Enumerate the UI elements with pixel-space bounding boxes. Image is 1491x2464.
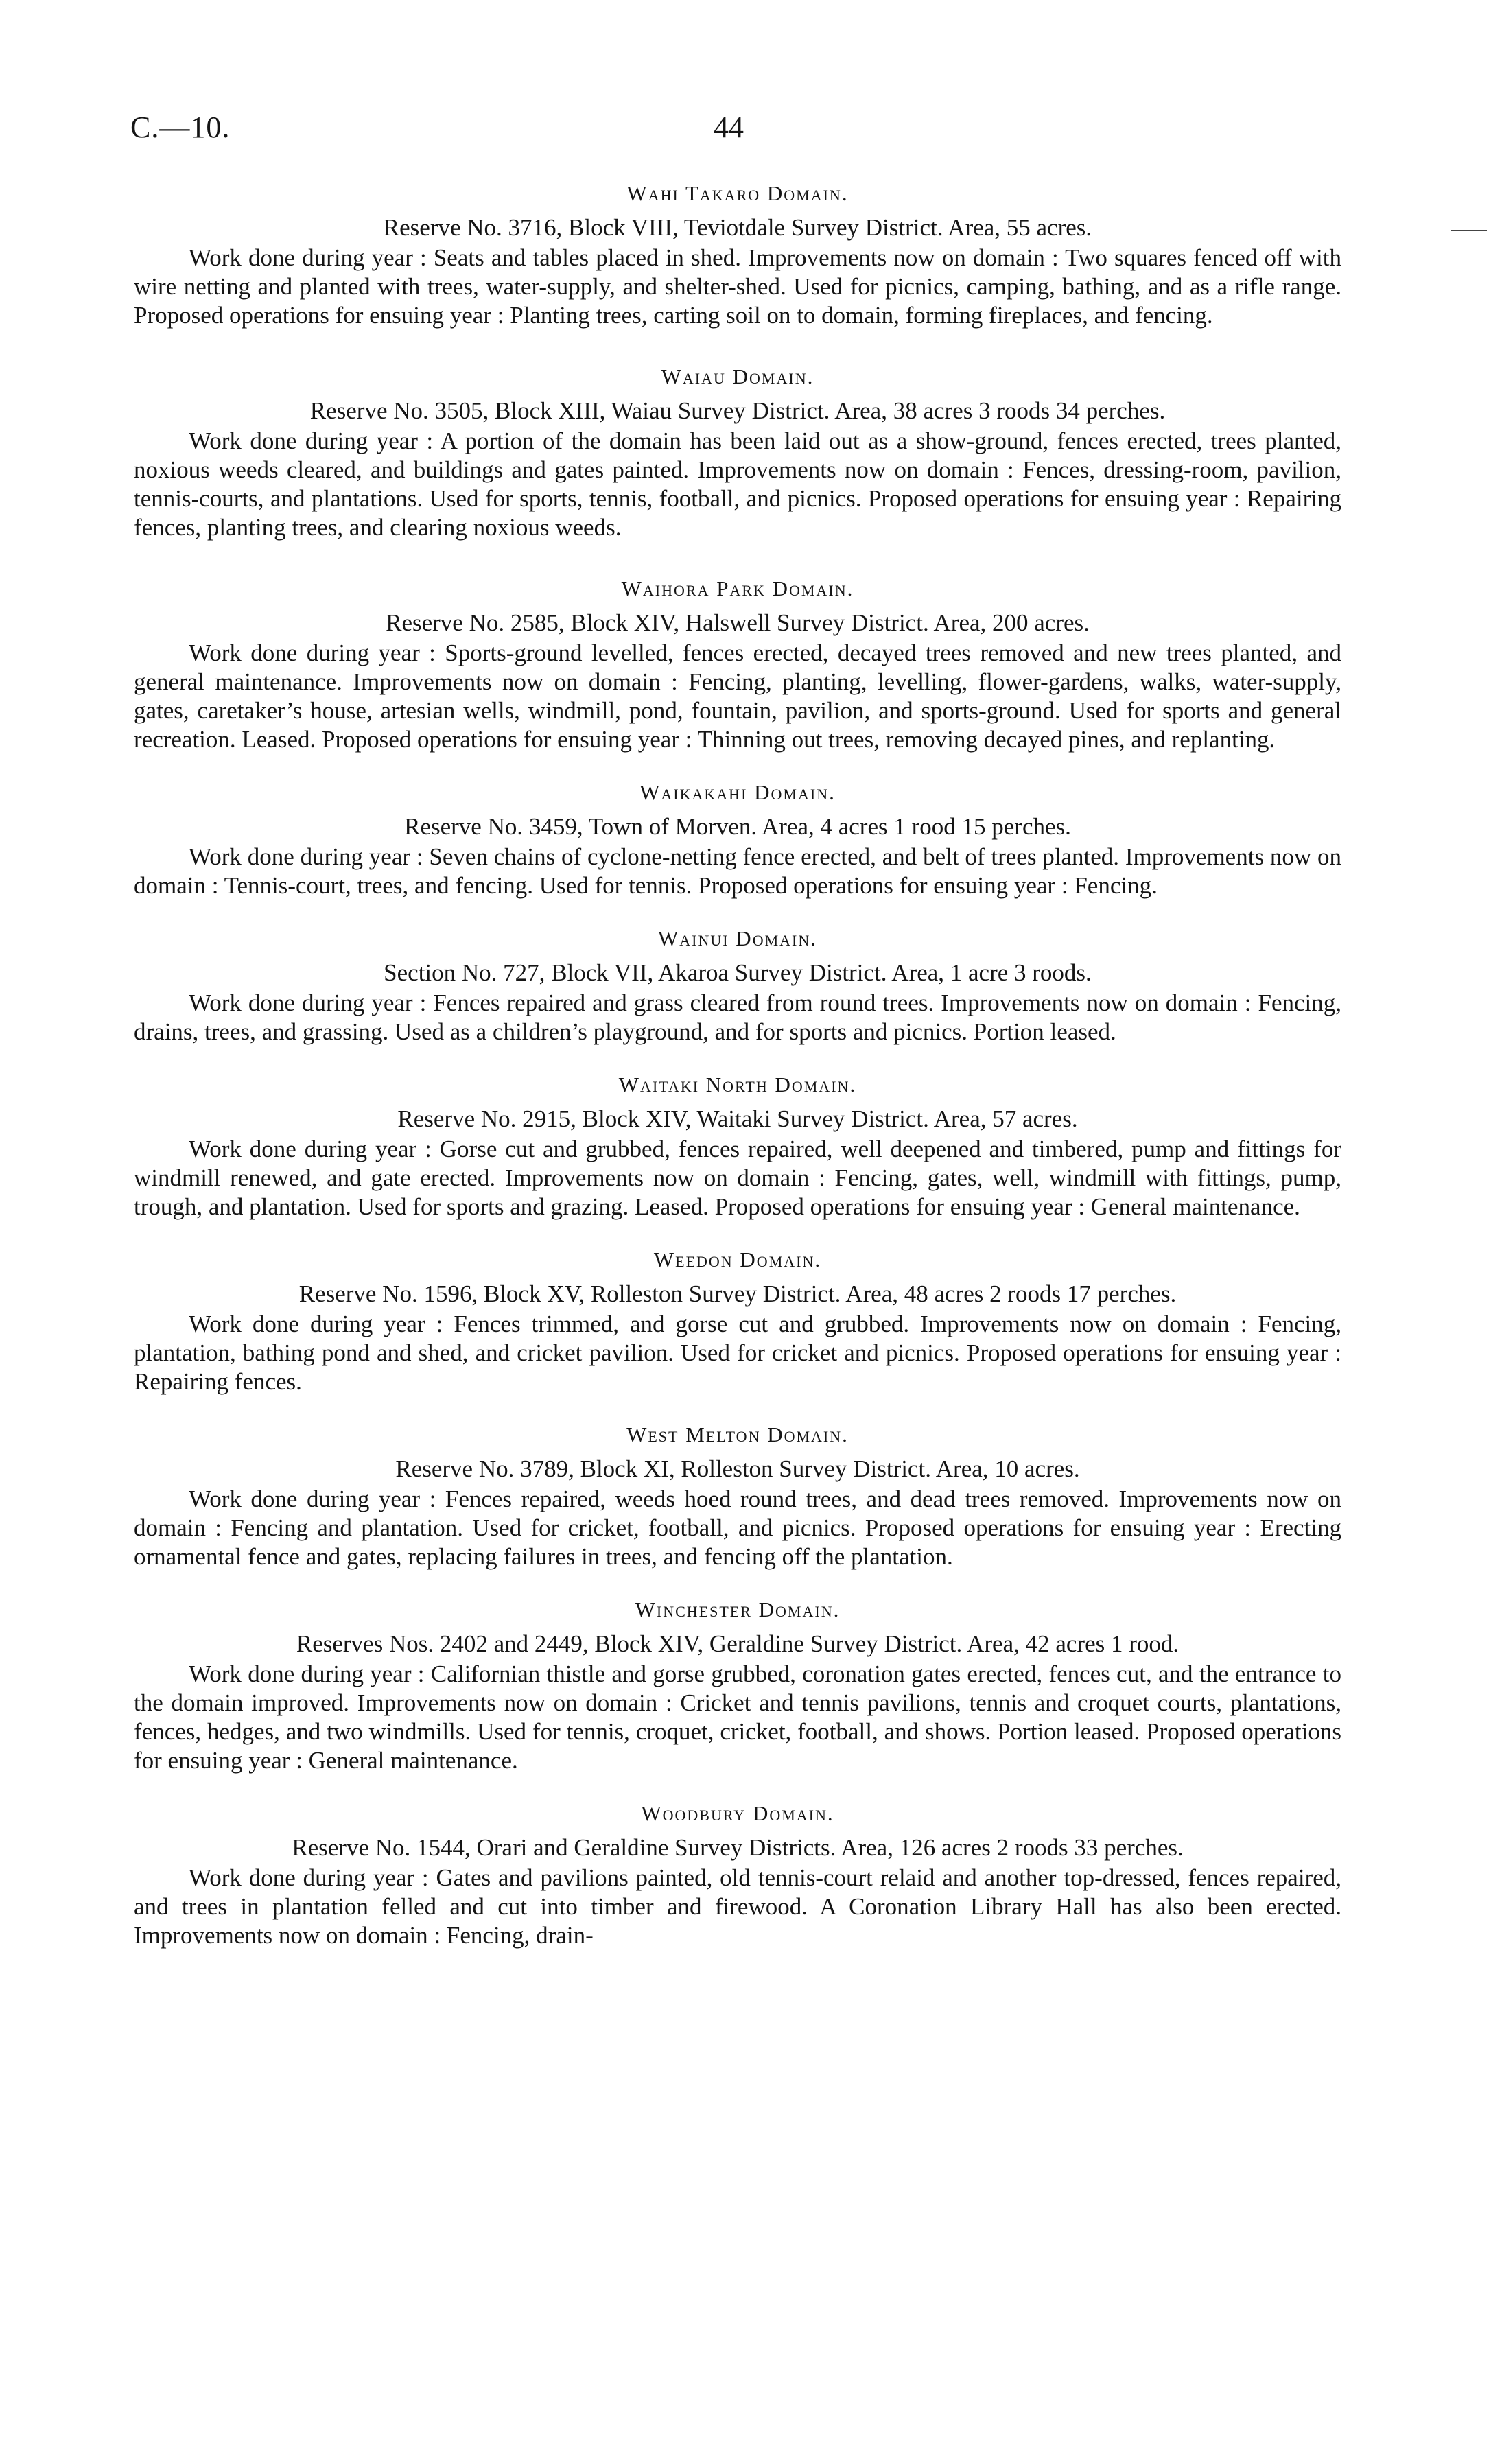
reserve-line: Reserve No. 1596, Block XV, Rolleston Survey District. Area, 48 acres 2 roods 17 perches. [298,1280,1177,1307]
section-spacer [134,1775,1341,1800]
reserve-line: Section No. 727, Block VII, Akaroa Survey District. Area, 1 acre 3 roods. [384,959,1092,986]
section-spacer [134,1396,1341,1421]
section-heading: West Melton Domain. [626,1422,849,1446]
section-body: Work done during year : Fences trimmed, and gorse cut and grubbed. Improvements now on domain : Fencing, plantation, bathing pond and shed, and cricket pavilion. Used for cricket and picnics. Proposed operations for ensuing year : Repairing fences. [134,1311,1341,1395]
domain-section-waihora-park [134,575,1341,754]
reserve-line: Reserve No. 3505, Block XIII, Waiau Survey District. Area, 38 acres 3 roods 34 perches. [309,397,1166,424]
reserve-line: Reserves Nos. 2402 and 2449, Block XIV, Geraldine Survey District. Area, 42 acres 1 rood. [296,1630,1179,1657]
section-heading: Waiau Domain. [661,364,814,388]
domain-section-wahi-takaro [134,180,1341,330]
page-number: 44 [714,110,744,144]
section-spacer [134,1046,1341,1071]
section-body: Work done during year : Gates and pavilions painted, old tennis-court relaid and another top-dressed, fences repaired, and trees in plantation felled and cut into timber and firewood. A Coronation Library Hall has also been erected. Improvements now on domain : Fencing, drain- [134,1864,1341,1949]
reserve-line: Reserve No. 2585, Block XIV, Halswell Survey District. Area, 200 acres. [386,609,1090,636]
reserve-line: Reserve No. 1544, Orari and Geraldine Survey Districts. Area, 126 acres 2 roods 33 perches. [292,1834,1184,1861]
domain-section-waikakahi [134,779,1341,900]
section-body: Work done during year : Gorse cut and grubbed, fences repaired, well deepened and timbered, pump and fittings for windmill renewed, and gate erected. Improvements now on domain : Fencing, gates, well, windmill with fittings, pump, trough, and plantation. Used for sports and grazing. Leased. Proposed operations for ensuing year : General maintenance. [134,1136,1341,1220]
margin-mark [1451,230,1487,231]
domain-section-waiau [134,363,1341,542]
domain-section-wainui [134,925,1341,1046]
section-heading: Waitaki North Domain. [618,1072,857,1096]
domain-section-winchester [134,1596,1341,1775]
section-heading: Woodbury Domain. [641,1801,834,1825]
section-body: Work done during year : Seven chains of cyclone-netting fence erected, and belt of trees planted. Improvements now on domain : Tennis-court, trees, and fencing. Used for tennis. Proposed operations for ensuing year : Fencing. [134,843,1341,899]
section-spacer [134,1221,1341,1246]
section-spacer [134,330,1341,363]
domain-section-west-melton [134,1421,1341,1571]
domain-section-weedon [134,1246,1341,1396]
section-heading: Waikakahi Domain. [639,780,836,804]
reserve-line: Reserve No. 3459, Town of Morven. Area, 4 acres 1 rood 15 perches. [404,813,1071,840]
section-heading: Wainui Domain. [657,926,817,950]
section-heading: Wahi Takaro Domain. [626,181,849,205]
section-heading: Waihora Park Domain. [621,576,854,600]
section-spacer [134,900,1341,925]
domain-section-waitaki-north [134,1071,1341,1221]
section-body: Work done during year : Californian thistle and gorse grubbed, coronation gates erected, fences cut, and the entrance to the domain improved. Improvements now on domain : Cricket and tennis pavilions, tennis and croquet courts, plantations, fences, hedges, and two windmills. Used for tennis, croquet, cricket, football, and shows. Portion leased. Proposed operations for ensuing year : General maintenance. [134,1661,1341,1774]
section-spacer [134,1571,1341,1596]
reserve-line: Reserve No. 2915, Block XIV, Waitaki Survey District. Area, 57 acres. [397,1105,1078,1132]
section-body: Work done during year : A portion of the domain has been laid out as a show-ground, fences erected, trees planted, noxious weeds cleared, and buildings and gates painted. Improvements now on domain : Fences, dressing-room, pavilion, tennis-courts, and plantations. Used for sports, tennis, football, and picnics. Proposed operations for ensuing year : Repairing fences, planting trees, and clearing noxious weeds. [134,427,1341,541]
section-body: Work done during year : Fences repaired and grass cleared from round trees. Improvements now on domain : Fencing, drains, trees, and grassing. Used as a children’s playground, and for sports and picnics. Portion leased. [134,989,1341,1045]
reserve-line: Reserve No. 3789, Block XI, Rolleston Survey District. Area, 10 acres. [395,1455,1080,1482]
document-code: C.—10. [130,110,231,144]
section-body: Work done during year : Sports-ground levelled, fences erected, decayed trees removed and new trees planted, and general maintenance. Improvements now on domain : Fencing, planting, levelling, flower-gardens, walks, water-supply, gates, caretaker’s house, artesian wells, windmill, pond, fountain, pavilion, and sports-ground. Used for sports and general recreation. Leased. Proposed operations for ensuing year : Thinning out trees, removing decayed pines, and replanting. [134,640,1341,753]
section-spacer [134,542,1341,575]
section-body: Work done during year : Seats and tables placed in shed. Improvements now on domain : Two squares fenced off with wire netting and planted with trees, water-supply, and shelter-shed. Used for picnics, camping, bathing, and as a rifle range. Proposed operations for ensuing year : Planting trees, carting soil on to domain, forming fireplaces, and fencing. [134,244,1341,329]
page-header [0,110,1491,151]
section-heading: Weedon Domain. [653,1247,822,1271]
reserve-line: Reserve No. 3716, Block VIII, Teviotdale Survey District. Area, 55 acres. [383,214,1092,241]
section-body: Work done during year : Fences repaired, weeds hoed round trees, and dead trees removed. Improvements now on domain : Fencing and plantation. Used for cricket, football, and picnics. Proposed operations for ensuing year : Erecting ornamental fence and gates, replacing failures in trees, and fencing off the plantation. [134,1486,1341,1570]
section-spacer [134,754,1341,779]
section-heading: Winchester Domain. [635,1597,841,1621]
domain-section-woodbury [134,1800,1341,1950]
page-body [134,180,1341,1950]
